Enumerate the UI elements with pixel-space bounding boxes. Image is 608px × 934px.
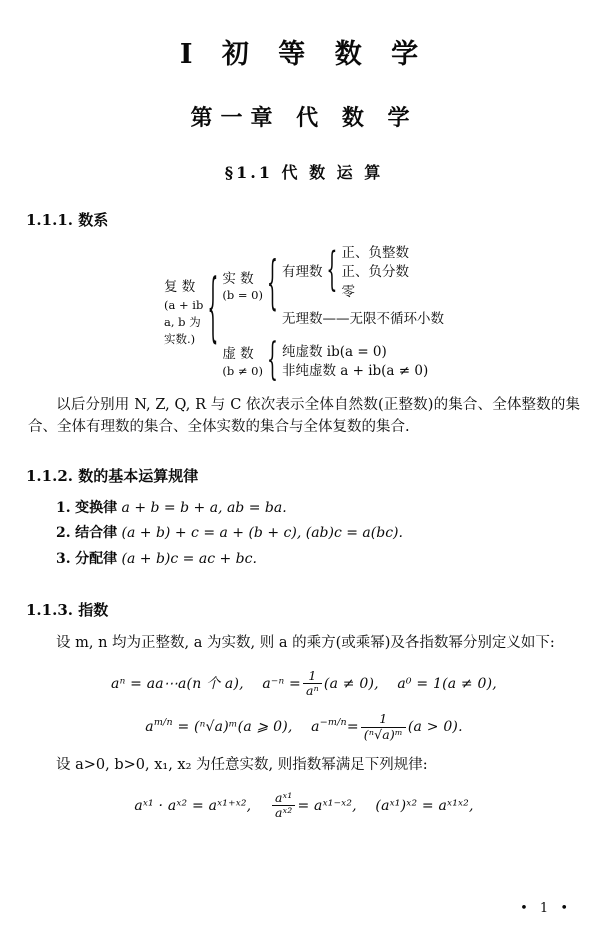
brace-root: { [207,266,219,355]
rational-children [338,244,412,302]
brace-imaginary: { [267,335,278,388]
formula-2-left-eq: = (ⁿ√a)ᵐ(a ⩾ 0), [177,719,293,736]
root-label-line2: (a + ib [164,298,204,313]
formula-line-1 [0,669,608,699]
rule-1-number: 1. [56,499,71,516]
formula-2-left-base: a [145,719,154,736]
document-page [0,32,608,934]
rule-item-3 [56,547,608,573]
rule-2-number: 2. [56,525,71,542]
formula-2-tail: (a > 0). [407,719,463,736]
rule-3-formula: (a + b)c = ac + bc. [121,551,257,568]
formula-2-right-eq: = [346,719,359,736]
diagram-root-label [161,278,206,347]
rule-item-1 [56,496,608,522]
formula-line-2 [0,712,608,742]
rational-child-3: 零 [341,283,355,300]
root-label-line1: 复 数 [164,279,196,296]
formula-3-frac-denominator: aˣ² [272,805,296,820]
branch-real-label [219,270,266,304]
irrational-label: 无理数——无限不循环小数 [281,310,444,327]
formula-1-item-2-tail: (a ≠ 0), [323,675,379,692]
formula-3-frac-numerator: aˣ¹ [274,789,293,805]
root-label-line4: 实数.) [164,331,196,346]
branch-imag-line2: (b ≠ 0) [222,363,263,378]
formula-2-fraction [361,712,406,742]
branch-real-line2: (b = 0) [222,287,263,302]
formula-2-frac-denominator: (ⁿ√a)ᵐ [361,727,406,742]
subsection-heading-2: 1.1.2. 数的基本运算规律 [26,466,199,485]
formula-1-fraction [303,669,322,699]
page-number: • 1 • [520,901,572,916]
root-label-line3: a, b 为 [164,315,201,330]
chapter-title: 第一章 代 数 学 [190,105,418,131]
formula-3-part-1: aˣ¹ · aˣ² = aˣ¹⁺ˣ², [134,797,252,814]
subsection-heading-1: 1.1.1. 数系 [26,211,109,229]
rule-2-formula: (a + b) + c = a + (b + c), (ab)c = a(bc). [121,525,403,542]
paragraph-exponent-def-text: 设 m, n 均为正整数, a 为实数, 则 a 的乘方(或乘幂)及各指数幂分别定义如下: [56,635,555,652]
brace-real: { [267,250,278,319]
pure-imaginary-label: 纯虚数 ib(a = 0) [281,344,387,361]
branch-rational [279,244,447,302]
number-system-diagram [0,244,608,388]
branch-real [219,244,447,329]
branch-imaginary-label [219,345,266,379]
rule-3-name: 分配律 [75,551,118,568]
part-title: I 初 等 数 学 [179,39,429,70]
paragraph-number-sets-text: 以后分别用 N, Z, Q, R 与 C 依次表示全体自然数(正整数)的集合、全体整数的集合、全体有理数的集合、全体实数的集合与全体复数的集合. [28,396,580,436]
subsection-heading-3: 1.1.3. 指数 [26,601,109,620]
imaginary-children [279,343,431,382]
non-pure-imaginary-label: 非纯虚数 a + ib(a ≠ 0) [281,363,429,380]
branch-imag-line1: 虚 数 [222,346,254,363]
paragraph-exponent-laws [28,754,580,776]
rules-list [56,496,608,574]
formula-3-part-3: (aˣ¹)ˣ² = aˣ¹ˣ², [375,797,474,814]
formula-1-item-1: aⁿ = aa⋯a(n 个 a), [111,675,244,692]
rule-2-name: 结合律 [75,525,118,542]
formula-1-item-2-lead: a⁻ⁿ = [262,675,301,692]
section-title: §1.1 代 数 运 算 [224,163,384,182]
branch-imaginary [219,335,447,388]
rule-item-2 [56,521,608,547]
formula-3-part-2-eq: = aˣ¹⁻ˣ², [297,797,357,814]
paragraph-exponent-laws-text: 设 a>0, b>0, x₁, x₂ 为任意实数, 则指数幂满足下列规律: [56,757,428,774]
formula-line-3 [0,791,608,821]
branch-real-line1: 实 数 [222,270,254,287]
rule-1-formula: a + b = b + a, ab = ba. [121,499,287,516]
formula-1-frac-numerator: 1 [308,667,317,683]
paragraph-exponent-def [28,632,580,654]
formula-1-frac-denominator: aⁿ [303,683,322,698]
rule-3-number: 3. [56,551,71,568]
paragraph-number-sets [28,394,580,439]
formula-3-fraction [272,791,296,821]
formula-2-right-base: a [311,719,320,736]
rational-child-1: 正、负整数 [341,245,409,261]
formula-1-item-3: a⁰ = 1(a ≠ 0), [397,675,497,692]
brace-rational: { [326,244,338,299]
diagram-level-2 [219,244,447,388]
real-children [279,244,447,329]
formula-2-right-exponent: −m/n [319,717,347,729]
formula-2-left-exponent: m/n [153,717,173,729]
rational-label: 有理数 [281,264,323,281]
rule-1-name: 变换律 [75,499,118,516]
rational-child-2: 正、负分数 [341,264,409,281]
formula-2-frac-numerator: 1 [379,711,388,727]
